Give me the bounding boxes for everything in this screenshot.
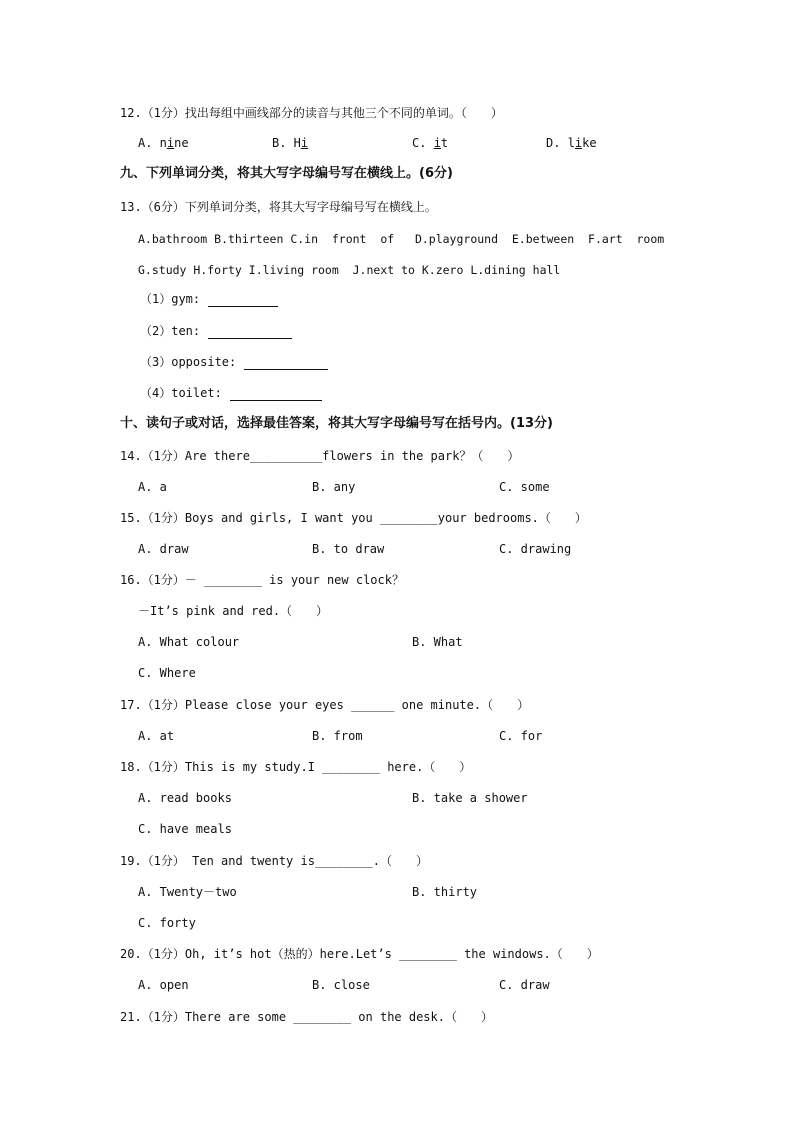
q13-item-3: （3）opposite: — [140, 354, 328, 370]
q19-option-b: B. thirty — [412, 885, 478, 899]
question-13-stem: 13.（6分）下列单词分类，将其大写字母编号写在横线上。 — [120, 200, 437, 214]
q13-item-1: （1）gym: — [140, 291, 278, 307]
q19-option-c: C. forty — [138, 916, 196, 930]
q18-option-c: C. have meals — [138, 822, 232, 836]
q18-option-a: A. read books — [138, 791, 232, 805]
section-9-heading: 九、下列单词分类，将其大写字母编号写在横线上。(6分) — [120, 166, 453, 181]
q14-option-c: C. some — [499, 480, 550, 494]
q16-option-c: C. Where — [138, 666, 196, 680]
q15-option-a: A. draw — [138, 542, 189, 556]
answer-blank[interactable] — [230, 388, 322, 401]
q13-item-2: （2）ten: — [140, 323, 292, 339]
question-12-stem: 12.（1分）找出每组中画线部分的读音与其他三个不同的单词。（ ） — [120, 106, 503, 120]
answer-blank[interactable] — [244, 357, 328, 370]
question-19-stem: 19.（1分） Ten and twenty is________.（ ） — [120, 854, 428, 868]
question-17-stem: 17.（1分）Please close your eyes ______ one minute.（ ） — [120, 698, 530, 712]
q13-word-list-2: G.study H.forty I.living room J.next to K.zero L.dining hall — [138, 263, 561, 277]
q17-option-c: C. for — [499, 729, 543, 743]
answer-blank[interactable] — [208, 326, 292, 339]
q12-option-a: A. nine — [138, 136, 189, 150]
question-14-stem: 14.（1分）Are there__________flowers in the park？（ ） — [120, 449, 520, 463]
answer-blank[interactable] — [208, 294, 278, 307]
q12-option-d: D. like — [546, 136, 597, 150]
q20-option-b: B. close — [312, 978, 370, 992]
q18-option-b: B. take a shower — [412, 791, 528, 805]
question-21-stem: 21.（1分）There are some ________ on the desk.（ ） — [120, 1010, 493, 1024]
question-18-stem: 18.（1分）This is my study.I ________ here.（ ） — [120, 760, 472, 774]
q15-option-b: B. to draw — [312, 542, 385, 556]
q15-option-c: C. drawing — [499, 542, 572, 556]
q16-option-a: A. What colour — [138, 635, 240, 649]
q16-option-b: B. What — [412, 635, 463, 649]
question-16-stem-2: －It’s pink and red.（ ） — [138, 604, 329, 618]
q19-option-a: A. Twenty－two — [138, 885, 237, 899]
question-20-stem: 20.（1分）Oh, it’s hot（热的）here.Let’s ________ the windows.（ ） — [120, 947, 599, 961]
question-16-stem: 16.（1分）－ ________ is your new clock？ — [120, 573, 404, 587]
q20-option-a: A. open — [138, 978, 189, 992]
q14-option-a: A. a — [138, 480, 167, 494]
q12-option-c: C. it — [412, 136, 449, 150]
q13-word-list-1: A.bathroom B.thirteen C.in front of D.playground E.between F.art room — [138, 232, 665, 246]
q20-option-c: C. draw — [499, 978, 550, 992]
q17-option-a: A. at — [138, 729, 175, 743]
question-15-stem: 15.（1分）Boys and girls, I want you ________your bedrooms.（ ） — [120, 511, 587, 525]
q12-option-b: B. Hi — [272, 136, 309, 150]
q14-option-b: B. any — [312, 480, 356, 494]
section-10-heading: 十、读句子或对话，选择最佳答案，将其大写字母编号写在括号内。(13分) — [120, 416, 553, 431]
q13-item-4: （4）toilet: — [140, 385, 322, 401]
q17-option-b: B. from — [312, 729, 363, 743]
